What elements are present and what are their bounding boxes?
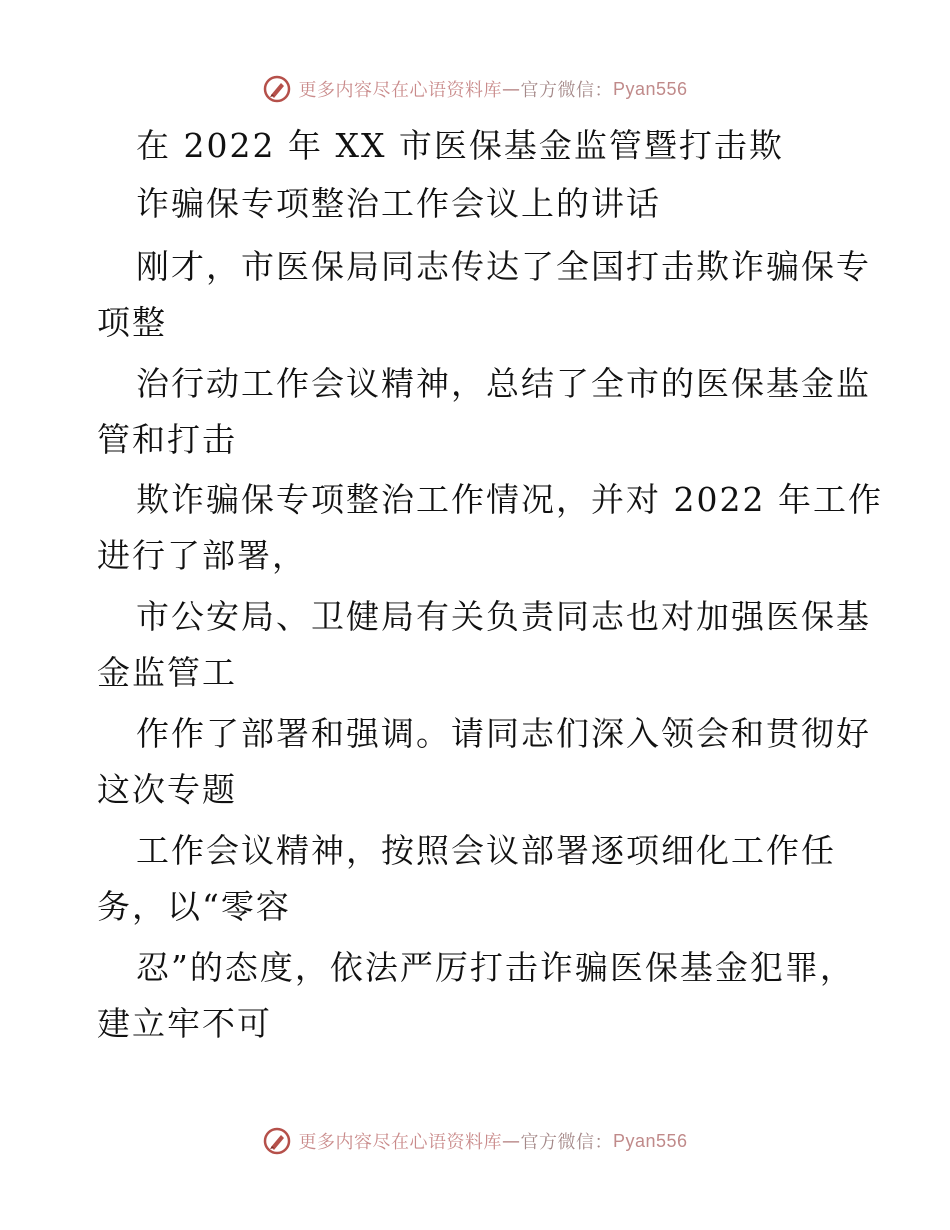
- watermark-handle: Pyan556: [612, 1130, 688, 1151]
- body-line: 项整: [97, 303, 167, 342]
- body-line: 刚才，市医保局同志传达了全国打击欺诈骗保专: [136, 247, 871, 286]
- body-line: 市公安局、卫健局有关负责同志也对加强医保基: [136, 597, 871, 636]
- body-line: 工作会议精神，按照会议部署逐项细化工作任: [136, 831, 836, 870]
- body-line: 忍”的态度，依法严厉打击诈骗医保基金犯罪，: [136, 948, 855, 987]
- body-line: 这次专题: [97, 770, 237, 809]
- body-line: 欺诈骗保专项整治工作情况，并对 2022 年工作: [136, 480, 883, 519]
- document-title-line-2: 诈骗保专项整治工作会议上的讲话: [136, 184, 661, 223]
- watermark-separator: —: [501, 78, 521, 100]
- body-line: 建立牢不可: [97, 1004, 272, 1043]
- body-line: 管和打击: [97, 420, 237, 459]
- body-line: 金监管工: [97, 653, 237, 692]
- pen-circle-logo-icon: [262, 1126, 292, 1156]
- document-title-line-1: 在 2022 年 XX 市医保基金监管暨打击欺: [136, 126, 784, 165]
- watermark-separator: —: [501, 1130, 521, 1152]
- watermark-label: 官方微信：: [520, 80, 613, 101]
- footer-watermark: [0, 1126, 950, 1156]
- body-line: 进行了部署，: [97, 536, 307, 575]
- body-line: 作作了部署和强调。请同志们深入领会和贯彻好: [136, 714, 871, 753]
- watermark-text: 更多内容尽在心语资料库: [298, 80, 502, 101]
- watermark-label: 官方微信：: [520, 1132, 613, 1153]
- body-line: 治行动工作会议精神，总结了全市的医保基金监: [136, 364, 871, 403]
- watermark-text: 更多内容尽在心语资料库: [298, 1132, 502, 1153]
- body-line: 务，以“零容: [97, 887, 291, 926]
- watermark-handle: Pyan556: [612, 78, 688, 99]
- header-watermark: [0, 74, 950, 104]
- pen-circle-logo-icon: [262, 74, 292, 104]
